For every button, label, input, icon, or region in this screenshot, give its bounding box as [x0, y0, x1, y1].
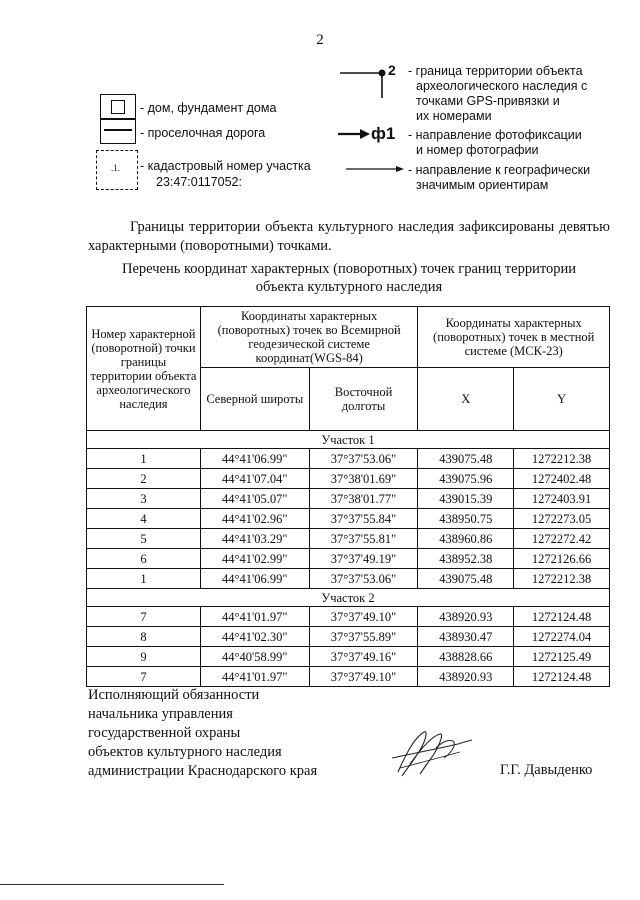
cell-longitude: 37°37'55.84"	[309, 509, 418, 529]
cell-x: 439075.48	[418, 449, 514, 469]
cadastral-legend-label: - кадастровый номер участка	[140, 159, 311, 173]
cell-latitude: 44°41'01.97"	[200, 667, 309, 687]
road-legend-symbol	[100, 118, 136, 144]
table-row	[87, 647, 610, 667]
list-title	[88, 260, 610, 296]
body-paragraph-text: Границы территории объекта культурного наследия зафиксированы девятью характерными (поворотными) точками.	[88, 219, 610, 254]
cell-y: 1272403.91	[514, 489, 610, 509]
orient-legend-line-2: значимым ориентирам	[416, 178, 549, 192]
cell-point-number: 1	[87, 569, 201, 589]
cadastral-legend-symbol	[96, 150, 138, 190]
house-legend-symbol	[100, 94, 136, 120]
table-row	[87, 667, 610, 687]
col-wgs-header: Координаты характерных (поворотных) точек во Всемирной геодезической системе координат(WGS-84)	[200, 307, 418, 368]
cell-longitude: 37°37'55.89"	[309, 627, 418, 647]
photo-legend-line-1: - направление фотофиксации	[408, 128, 582, 142]
table-row	[87, 549, 610, 569]
cell-latitude: 44°41'06.99"	[200, 569, 309, 589]
cell-x: 439015.39	[418, 489, 514, 509]
cell-point-number: 7	[87, 607, 201, 627]
boundary-legend-line-2: археологического наследия с	[416, 79, 588, 93]
section-label-1: Участок 1	[87, 431, 610, 449]
cadastral-number: 23:47:0117052:	[156, 175, 242, 189]
cell-longitude: 37°37'49.16"	[309, 647, 418, 667]
orient-arrow-head-icon	[396, 166, 404, 172]
cell-point-number: 5	[87, 529, 201, 549]
handwritten-signature	[380, 724, 480, 784]
cell-latitude: 44°41'07.04"	[200, 469, 309, 489]
cell-longitude: 37°38'01.69"	[309, 469, 418, 489]
cell-x: 438952.38	[418, 549, 514, 569]
page-number: 2	[316, 32, 324, 48]
cell-x: 438960.86	[418, 529, 514, 549]
table-header-row-1	[87, 307, 610, 368]
table-row	[87, 529, 610, 549]
road-legend-label: - проселочная дорога	[140, 126, 266, 140]
boundary-marker-number: 2	[388, 62, 396, 78]
cell-longitude: 37°37'49.10"	[309, 607, 418, 627]
cell-point-number: 1	[87, 449, 201, 469]
signature-title-line-1: Исполняющий обязанности	[88, 687, 260, 703]
cell-y: 1272273.05	[514, 509, 610, 529]
cell-point-number: 2	[87, 469, 201, 489]
section-row-1	[87, 431, 610, 449]
cell-x: 438950.75	[418, 509, 514, 529]
cell-longitude: 37°37'49.10"	[309, 667, 418, 687]
cell-y: 1272125.49	[514, 647, 610, 667]
cell-x: 439075.48	[418, 569, 514, 589]
table-row	[87, 449, 610, 469]
col-lon-header: Восточной долготы	[309, 368, 418, 431]
signature-title-line-4: объектов культурного наследия	[88, 744, 282, 760]
col-point-number-header: Номер характерной (поворотной) точки границы территории объекта археологического наследия	[87, 307, 201, 431]
section-row-2	[87, 589, 610, 607]
signature-title-line-2: начальника управления	[88, 706, 233, 722]
footer-divider	[0, 884, 224, 885]
col-lat-header: Северной широты	[200, 368, 309, 431]
section-2-rows	[87, 607, 610, 687]
col-y-header: Y	[514, 368, 610, 431]
photo-arrow-head-icon	[360, 129, 370, 139]
table-row	[87, 489, 610, 509]
cell-point-number: 4	[87, 509, 201, 529]
table-row	[87, 607, 610, 627]
cell-latitude: 44°41'06.99"	[200, 449, 309, 469]
cell-point-number: 8	[87, 627, 201, 647]
table-row	[87, 469, 610, 489]
list-title-line-1: Перечень координат характерных (поворотных) точек границ территории	[121, 261, 577, 277]
orient-legend-line-1: - направление к географически	[408, 163, 591, 177]
cell-x: 438920.93	[418, 667, 514, 687]
cell-y: 1272212.38	[514, 449, 610, 469]
cell-longitude: 37°37'49.19"	[309, 549, 418, 569]
cell-y: 1272124.48	[514, 667, 610, 687]
cell-x: 439075.96	[418, 469, 514, 489]
cell-y: 1272124.48	[514, 607, 610, 627]
photo-legend-line-2: и номер фотографии	[416, 143, 539, 157]
col-msk-header: Координаты характерных (поворотных) точек в местной системе (МСК-23)	[418, 307, 610, 368]
cell-x: 438930.47	[418, 627, 514, 647]
cadastral-marker: .1.	[111, 163, 120, 173]
cell-latitude: 44°41'05.07"	[200, 489, 309, 509]
boundary-legend-line-4: их номерами	[416, 109, 492, 123]
gps-point-icon	[379, 70, 386, 77]
section-label-2: Участок 2	[87, 589, 610, 607]
cell-y: 1272126.66	[514, 549, 610, 569]
photo-marker-label: ф1	[371, 124, 396, 143]
cell-x: 438828.66	[418, 647, 514, 667]
cell-latitude: 44°41'03.29"	[200, 529, 309, 549]
cell-latitude: 44°41'01.97"	[200, 607, 309, 627]
signatory-name: Г.Г. Давыденко	[500, 762, 593, 778]
cell-latitude: 44°41'02.96"	[200, 509, 309, 529]
cell-latitude: 44°41'02.99"	[200, 549, 309, 569]
cell-longitude: 37°37'53.06"	[309, 569, 418, 589]
table-row	[87, 569, 610, 589]
boundary-legend-line-1: - граница территории объекта	[408, 64, 583, 78]
cell-y: 1272402.48	[514, 469, 610, 489]
list-title-line-2: объекта культурного наследия	[255, 279, 443, 295]
cell-point-number: 7	[87, 667, 201, 687]
cell-latitude: 44°40'58.99"	[200, 647, 309, 667]
section-1-rows	[87, 449, 610, 589]
signature-block	[88, 686, 317, 781]
cell-y: 1272274.04	[514, 627, 610, 647]
cell-y: 1272212.38	[514, 569, 610, 589]
cell-point-number: 3	[87, 489, 201, 509]
signature-title-line-5: администрации Краснодарского края	[88, 763, 318, 779]
cell-point-number: 9	[87, 647, 201, 667]
coordinates-table	[86, 306, 610, 687]
table-row	[87, 509, 610, 529]
house-legend-label: - дом, фундамент дома	[140, 101, 277, 115]
cell-longitude: 37°37'53.06"	[309, 449, 418, 469]
cell-point-number: 6	[87, 549, 201, 569]
boundary-legend-line-3: точками GPS-привязки и	[416, 94, 560, 108]
cell-x: 438920.93	[418, 607, 514, 627]
body-paragraph	[88, 218, 610, 256]
cell-longitude: 37°38'01.77"	[309, 489, 418, 509]
signature-title-line-3: государственной охраны	[88, 725, 241, 741]
cell-latitude: 44°41'02.30"	[200, 627, 309, 647]
table-row	[87, 627, 610, 647]
cell-y: 1272272.42	[514, 529, 610, 549]
col-x-header: X	[418, 368, 514, 431]
cell-longitude: 37°37'55.81"	[309, 529, 418, 549]
